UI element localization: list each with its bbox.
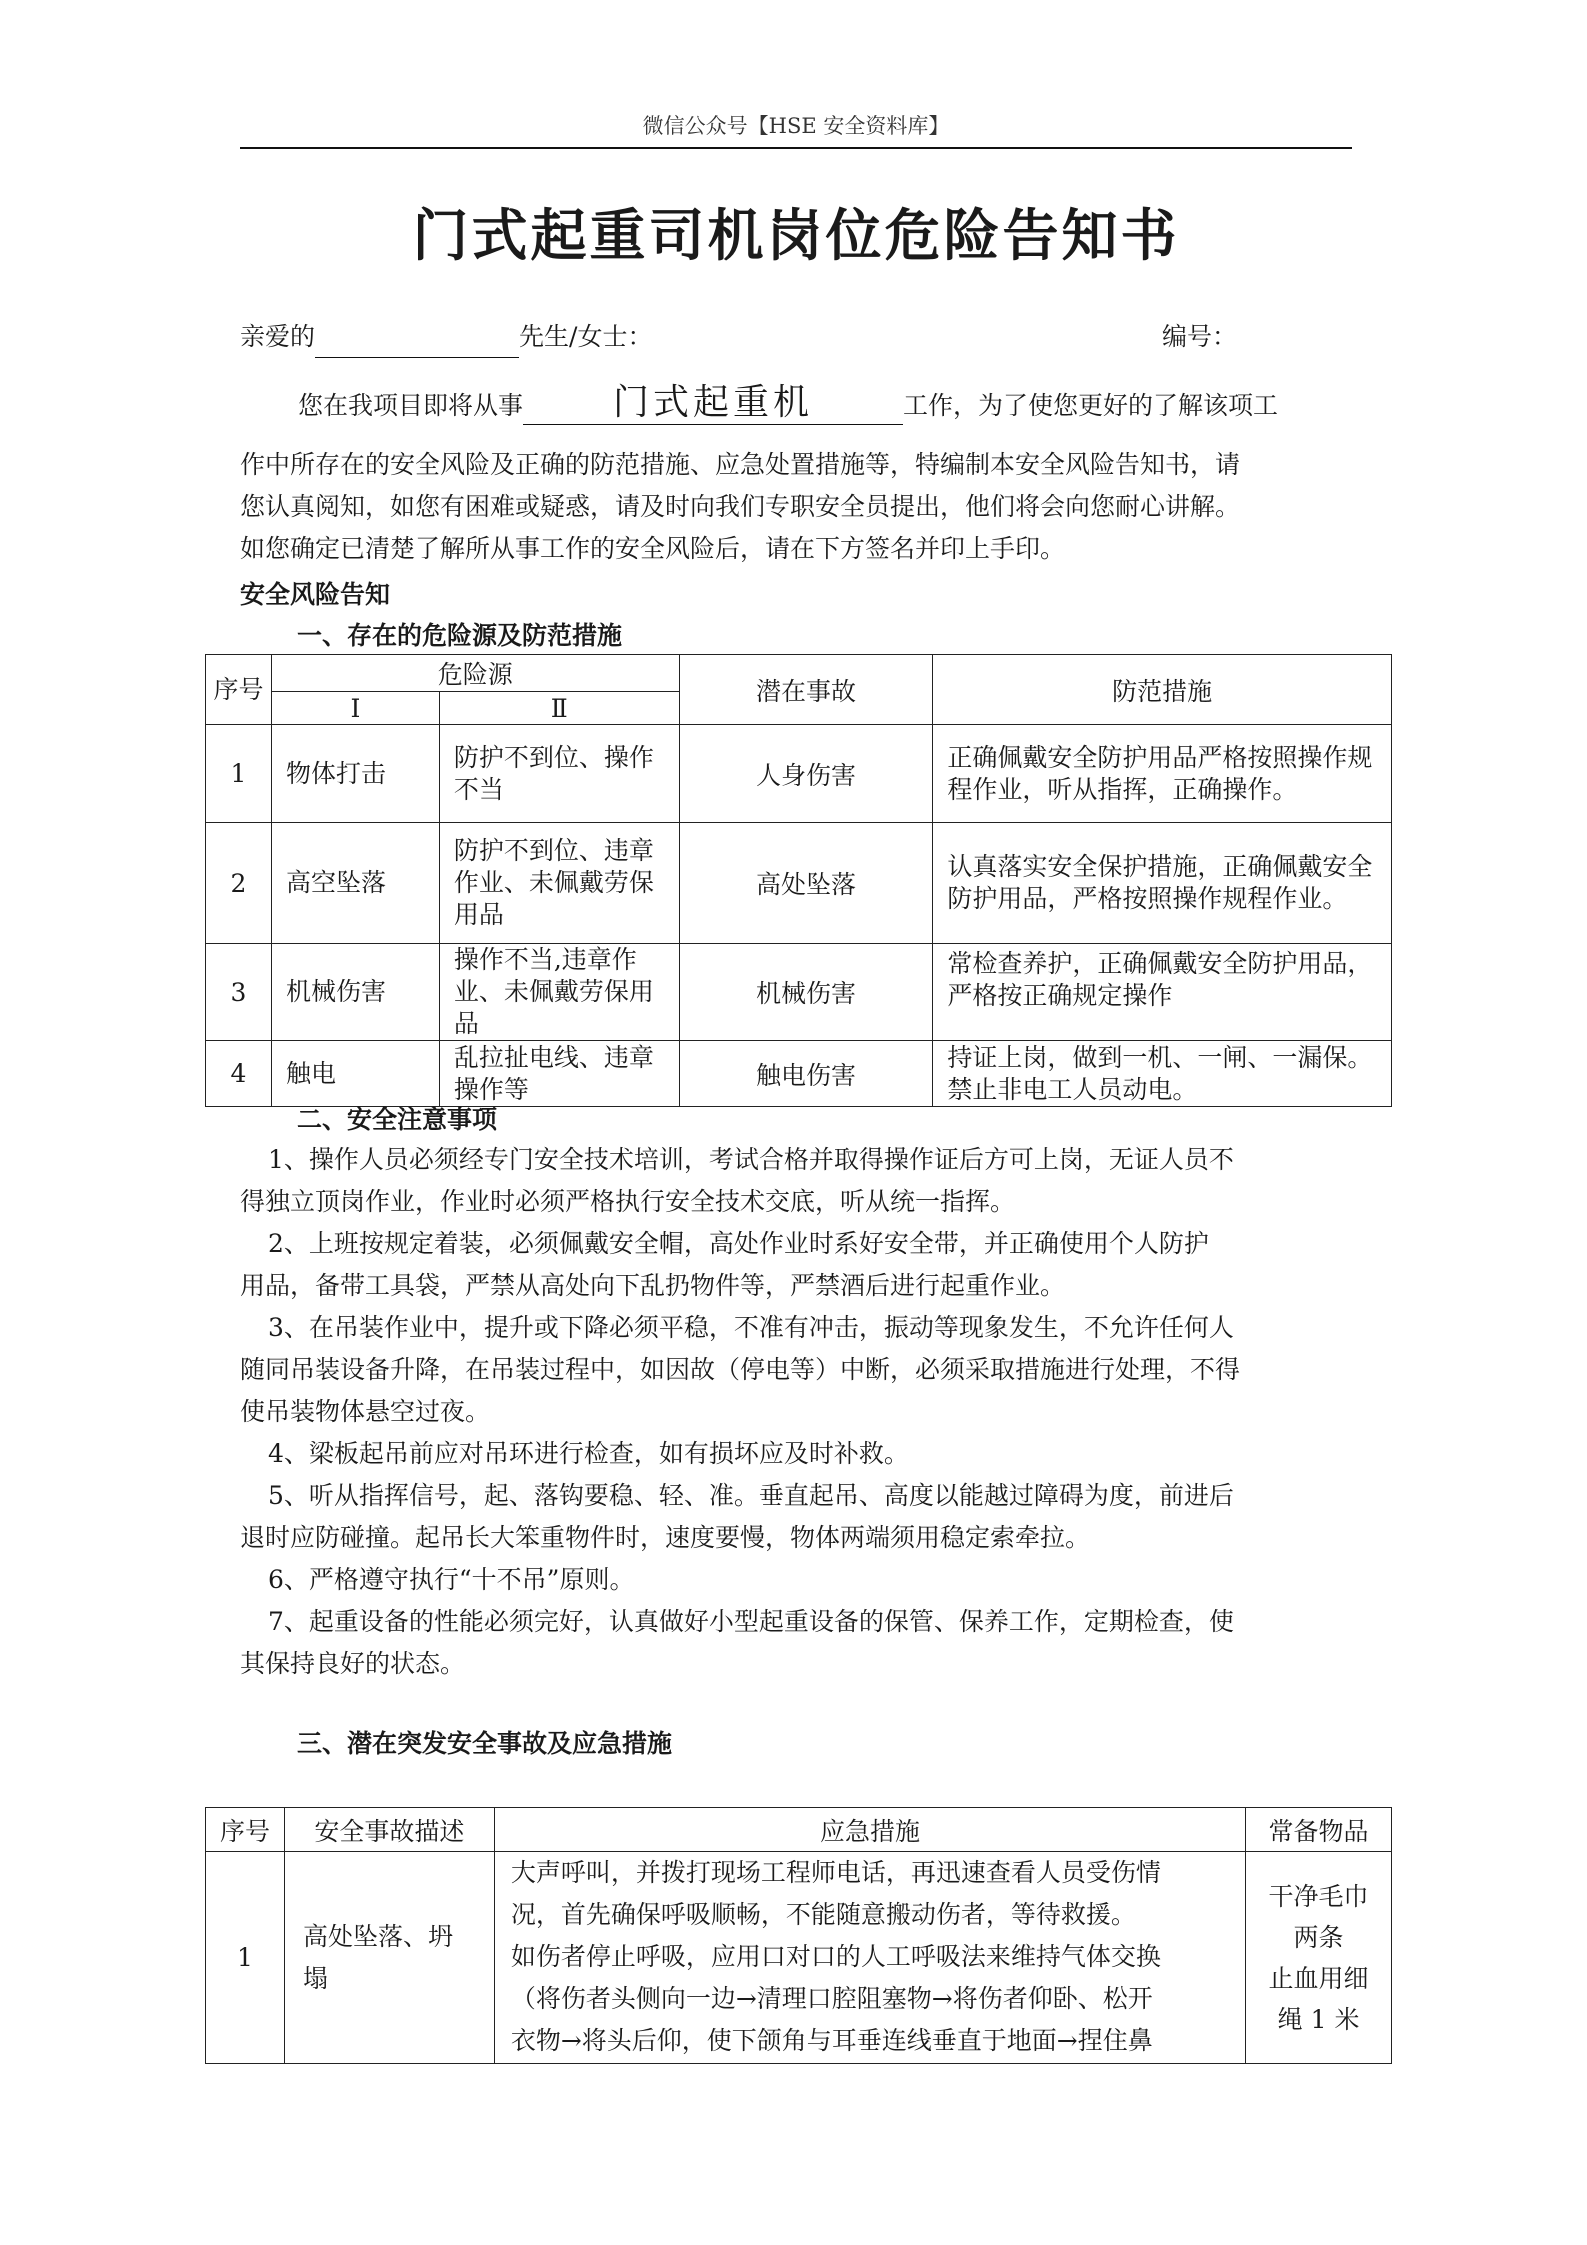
col-header-hazard-2: Ⅱ (439, 692, 679, 725)
intro-line: 您认真阅知，如您有困难或疑惑，请及时向我们专职安全员提出，他们将会向您耐心讲解。 (240, 492, 1241, 521)
col-header-no: 序号 (206, 1808, 285, 1852)
salutation-prefix: 亲爱的 (240, 322, 316, 351)
hazard-table (205, 654, 1392, 1107)
intro-first-line (298, 382, 1278, 427)
cell-no: 4 (206, 1041, 272, 1107)
risk-heading: 安全风险告知 (240, 580, 391, 609)
cell-no: 1 (206, 725, 272, 823)
page-title: 门式起重司机岗位危险告知书 (412, 203, 1180, 269)
emergency-table (205, 1807, 1392, 2064)
name-blank[interactable] (315, 327, 519, 358)
col-header-accident: 潜在事故 (679, 655, 933, 725)
col-header-hazard: 危险源 (271, 655, 679, 692)
salutation-suffix: 先生/女士： (519, 322, 653, 351)
cell-hazard-2: 操作不当,违章作业、未佩戴劳保用品 (439, 944, 679, 1041)
cell-no: 1 (206, 1852, 285, 2064)
cell-no: 3 (206, 944, 272, 1041)
list-item: 4、梁板起吊前应对吊环进行检查，如有损坏应及时补救。 (268, 1439, 909, 1468)
cell-measures: 认真落实安全保护措施，正确佩戴安全防护用品，严格按照操作规程作业。 (933, 823, 1392, 944)
col-header-measures: 应急措施 (494, 1808, 1245, 1852)
cell-measures: 常检查养护，正确佩戴安全防护用品，严格按正确规定操作 (933, 944, 1392, 1041)
section2-heading: 二、安全注意事项 (297, 1105, 498, 1134)
number-label: 编号： (1162, 322, 1238, 351)
cell-hazard-1: 机械伤害 (271, 944, 439, 1041)
table-row (206, 823, 1392, 944)
col-header-measures: 防范措施 (933, 655, 1392, 725)
safety-notes (240, 1139, 1370, 1685)
cell-measures: 大声呼叫，并拨打现场工程师电话，再迅速查看人员受伤情 况，首先确保呼吸顺畅，不能随意搬动伤者，等待救援。 如伤者停止呼吸，应用口对口的人工呼吸法来维持气体交换 （将伤者头侧向一边→清理口腔阻塞物→将伤者仰卧、松开 衣物→将头后仰，使下颌角与耳垂连线垂直于地面→捏住鼻 (494, 1852, 1245, 2064)
list-item: 5、听从指挥信号，起、落钩要稳、轻、准。垂直起吊、高度以能越过障碍为度，前进后 退时应防碰撞。起吊长大笨重物件时，速度要慢，物体两端须用稳定索牵拉。 (240, 1481, 1234, 1552)
intro-line: 如您确定已清楚了解所从事工作的安全风险后，请在下方签名并印上手印。 (240, 534, 1066, 563)
cell-hazard-2: 防护不到位、违章作业、未佩戴劳保用品 (439, 823, 679, 944)
cell-hazard-1: 触电 (271, 1041, 439, 1107)
list-item: 1、操作人员必须经专门安全技术培训，考试合格并取得操作证后方可上岗，无证人员不 得独立顶岗作业，作业时必须严格执行安全技术交底，听从统一指挥。 (240, 1145, 1234, 1216)
cell-accident: 人身伤害 (679, 725, 933, 823)
col-header-desc: 安全事故描述 (284, 1808, 494, 1852)
intro-prefix: 您在我项目即将从事 (298, 391, 524, 420)
section1-heading: 一、存在的危险源及防范措施 (297, 621, 623, 650)
col-header-hazard-1: Ⅰ (271, 692, 439, 725)
cell-hazard-1: 物体打击 (271, 725, 439, 823)
cell-hazard-2: 防护不到位、操作不当 (439, 725, 679, 823)
table-row (206, 725, 1392, 823)
list-item: 6、严格遵守执行“十不吊”原则。 (268, 1565, 635, 1594)
table-row (206, 1852, 1392, 2064)
cell-items: 干净毛巾 两条 止血用细 绳 1 米 (1246, 1852, 1392, 2064)
list-item: 7、起重设备的性能必须完好，认真做好小型起重设备的保管、保养工作，定期检查，使 其保持良好的状态。 (240, 1607, 1234, 1678)
cell-accident: 触电伤害 (679, 1041, 933, 1107)
cell-hazard-1: 高空坠落 (271, 823, 439, 944)
header-divider (240, 147, 1352, 149)
col-header-no: 序号 (206, 655, 272, 725)
cell-accident: 机械伤害 (679, 944, 933, 1041)
cell-accident: 高处坠落 (679, 823, 933, 944)
table-row (206, 1041, 1392, 1107)
col-header-items: 常备物品 (1246, 1808, 1392, 1852)
job-name: 门式起重机 (523, 382, 903, 425)
section3-heading: 三、潜在突发安全事故及应急措施 (297, 1729, 673, 1758)
cell-measures: 持证上岗，做到一机、一闸、一漏保。禁止非电工人员动电。 (933, 1041, 1392, 1107)
cell-no: 2 (206, 823, 272, 944)
intro-body (240, 444, 1360, 570)
intro-suffix: 工作，为了使您更好的了解该项工 (903, 391, 1279, 420)
intro-line: 作中所存在的安全风险及正确的防范措施、应急处置措施等，特编制本安全风险告知书，请 (240, 450, 1241, 479)
cell-hazard-2: 乱拉扯电线、违章操作等 (439, 1041, 679, 1107)
table-row (206, 944, 1392, 1041)
list-item: 2、上班按规定着装，必须佩戴安全帽，高处作业时系好安全带，并正确使用个人防护 用品，备带工具袋，严禁从高处向下乱扔物件等，严禁酒后进行起重作业。 (240, 1229, 1209, 1300)
list-item: 3、在吊装作业中，提升或下降必须平稳，不准有冲击，振动等现象发生，不允许任何人 随同吊装设备升降，在吊装过程中，如因故（停电等）中断，必须采取措施进行处理，不得 使吊装物体悬空过夜。 (240, 1313, 1241, 1426)
cell-desc: 高处坠落、坍塌 (284, 1852, 494, 2064)
cell-measures: 正确佩戴安全防护用品严格按照操作规程作业，听从指挥，正确操作。 (933, 725, 1392, 823)
salutation-line (240, 316, 1352, 358)
header-text: 微信公众号【HSE 安全资料库】 (642, 114, 950, 138)
